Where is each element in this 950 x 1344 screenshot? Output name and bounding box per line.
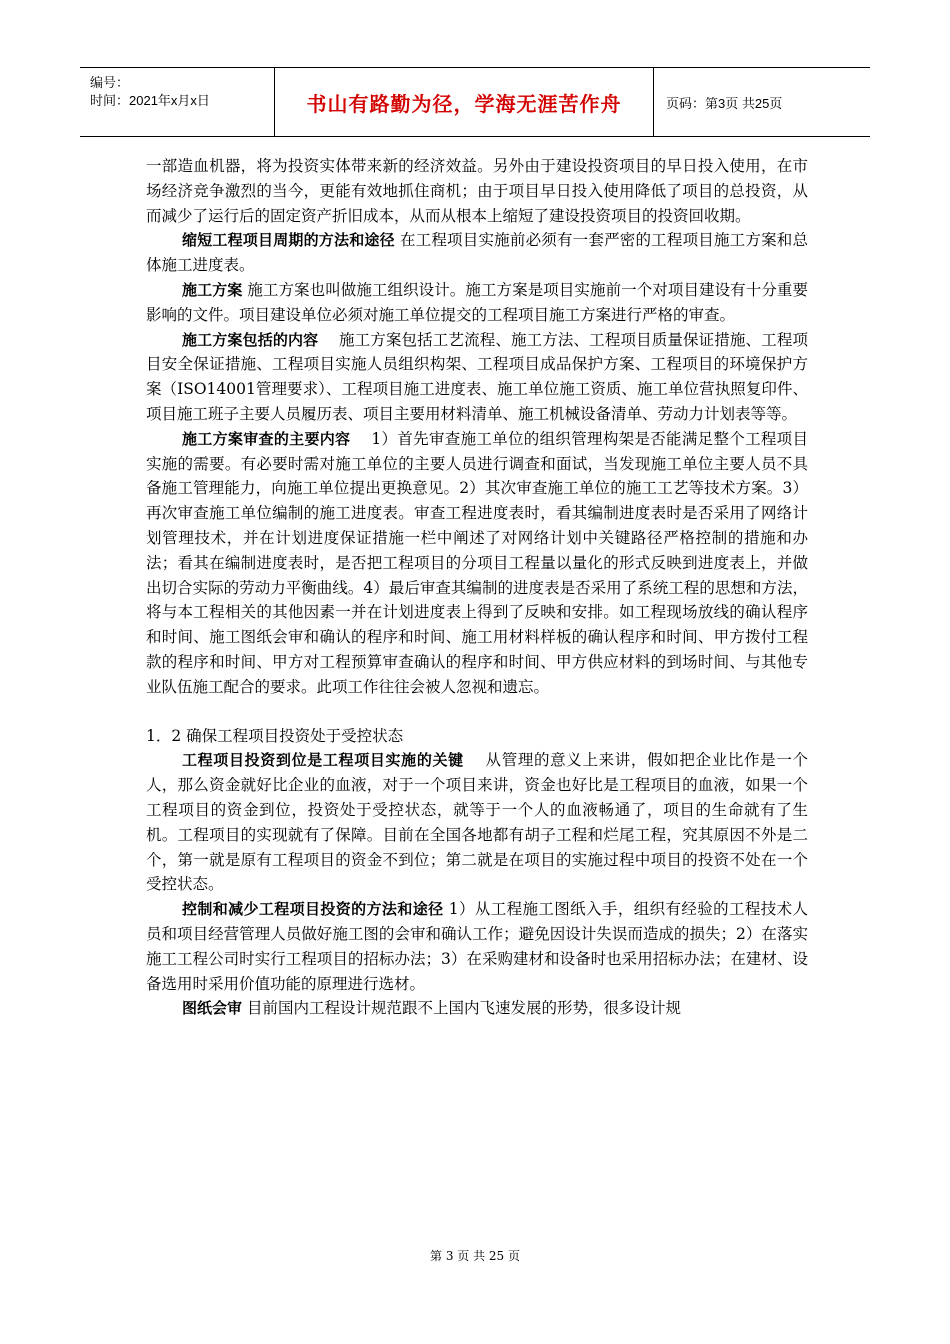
header-motto: 书山有路勤为径，学海无涯苦作舟 xyxy=(306,91,622,116)
footer-page-number: 第 3 页 共 25 页 xyxy=(430,1249,520,1263)
paragraph-keyword: 施工方案 xyxy=(182,280,243,299)
paragraph-keyword: 控制和减少工程项目投资的方法和途径 xyxy=(182,900,444,919)
page-footer xyxy=(0,1247,950,1264)
paragraph-text: 在工程项目实施前必须有一套严密的工程项目施工方案和总体施工进度表。 xyxy=(146,231,808,275)
paragraph-keyword: 缩短工程项目周期的方法和途径 xyxy=(182,231,395,250)
paragraph xyxy=(146,748,808,897)
paragraph-text: 1）首先审查施工单位的组织管理构架是否能满足整个工程项目实施的需要。有必要时需对施工单位的主要人员进行调查和面试，当发现施工单位主要人员不具备施工管理能力，向施工单位提出更换意见。2）其次审查施工单位的施工工艺等技术方案。3）再次审查施工单位编制的施工进度表。审查工程进度表时，看其编制进度表时是否采用了网络计划管理技术，并在计划进度保证措施一栏中阐述了对网络计划中关键路径严格控制的措施和办法；看其在编制进度表时，是否把工程项目的分项目工程量以量化的形式反映到进度表上，并做出切合实际的劳动力平衡曲线。4）最后审查其编制的进度表是否采用了系统工程的思想和方法，将与本工程相关的其他因素一并在计划进度表上得到了反映和安排。如工程现场放线的确认程序和时间、施工图纸会审和确认的程序和时间、施工用材料样板的确认程序和时间、甲方拨付工程款的程序和时间、甲方对工程预算审查确认的程序和时间、甲方供应材料的到场时间、与其他专业队伍施工配合的要求。此项工作往往会被人忽视和遗忘。 xyxy=(146,429,808,696)
paragraph-text: 目前国内工程设计规范跟不上国内飞速发展的形势，很多设计规 xyxy=(242,999,681,1018)
paragraph-keyword: 工程项目投资到位是工程项目实施的关键 xyxy=(182,751,464,770)
header-page-info xyxy=(654,68,870,136)
paragraph xyxy=(146,897,808,996)
paragraph-text: 施工方案也叫做施工组织设计。施工方案是项目实施前一个对项目建设有十分重要影响的文件。项目建设单位必须对施工单位提交的工程项目施工方案进行严格的审查。 xyxy=(146,280,808,324)
document-time-label: 时间：2021年x月x日 xyxy=(90,93,210,108)
paragraph xyxy=(146,328,808,427)
paragraph xyxy=(146,996,808,1021)
paragraph xyxy=(146,427,808,700)
paragraph-keyword: 图纸会审 xyxy=(182,999,243,1018)
paragraph-keyword: 施工方案包括的内容 xyxy=(182,330,319,349)
paragraph-text: 施工方案包括工艺流程、施工方法、工程项目质量保证措施、工程项目安全保证措施、工程项目实施人员组织构架、工程项目成品保护方案、工程项目的环境保护方案（ISO14001管理要求）、工程项目施工进度表、施工单位施工资质、施工单位营执照复印件、项目施工班子主要人员履历表、项目主要用材料清单、施工机械设备清单、劳动力计划表等等。 xyxy=(146,330,808,423)
paragraph xyxy=(146,278,808,328)
header-meta xyxy=(80,68,275,136)
paragraph-text: 1）从工程施工图纸入手，组织有经验的工程技术人员和项目经营管理人员做好施工图的会审和确认工作；避免因设计失误而造成的损失；2）在落实施工工程公司时实行工程项目的招标办法；3）在采购建材和设备时也采用招标办法；在建材、设备选用时采用价值功能的原理进行选材。 xyxy=(146,900,808,993)
header-page-label: 页码：第3页 共25页 xyxy=(666,95,783,111)
document-number-label: 编号： xyxy=(90,75,130,90)
paragraph xyxy=(146,228,808,278)
paragraph: 一部造血机器，将为投资实体带来新的经济效益。另外由于建设投资项目的早日投入使用，在市场经济竞争激烈的当今，更能有效地抓住商机；由于项目早日投入使用降低了项目的总投资，从而减少了运行后的固定资产折旧成本，从而从根本上缩短了建设投资项目的投资回收期。 xyxy=(146,157,808,225)
page-header xyxy=(80,67,870,137)
header-motto-cell xyxy=(275,68,654,136)
section-heading: 1．2 确保工程项目投资处于受控状态 xyxy=(146,726,404,745)
paragraph-keyword: 施工方案审查的主要内容 xyxy=(182,429,351,448)
document-body xyxy=(146,154,808,1021)
paragraph-text: 从管理的意义上来讲，假如把企业比作是一个人，那么资金就好比企业的血液，对于一个项目来讲，资金也好比是工程项目的血液，如果一个工程项目的资金到位，投资处于受控状态，就等于一个人的血液畅通了，项目的生命就有了生机。工程项目的实现就有了保障。目前在全国各地都有胡子工程和烂尾工程，究其原因不外是二个，第一就是原有工程项目的资金不到位；第二就是在项目的实施过程中项目的投资不处在一个受控状态。 xyxy=(146,751,808,894)
